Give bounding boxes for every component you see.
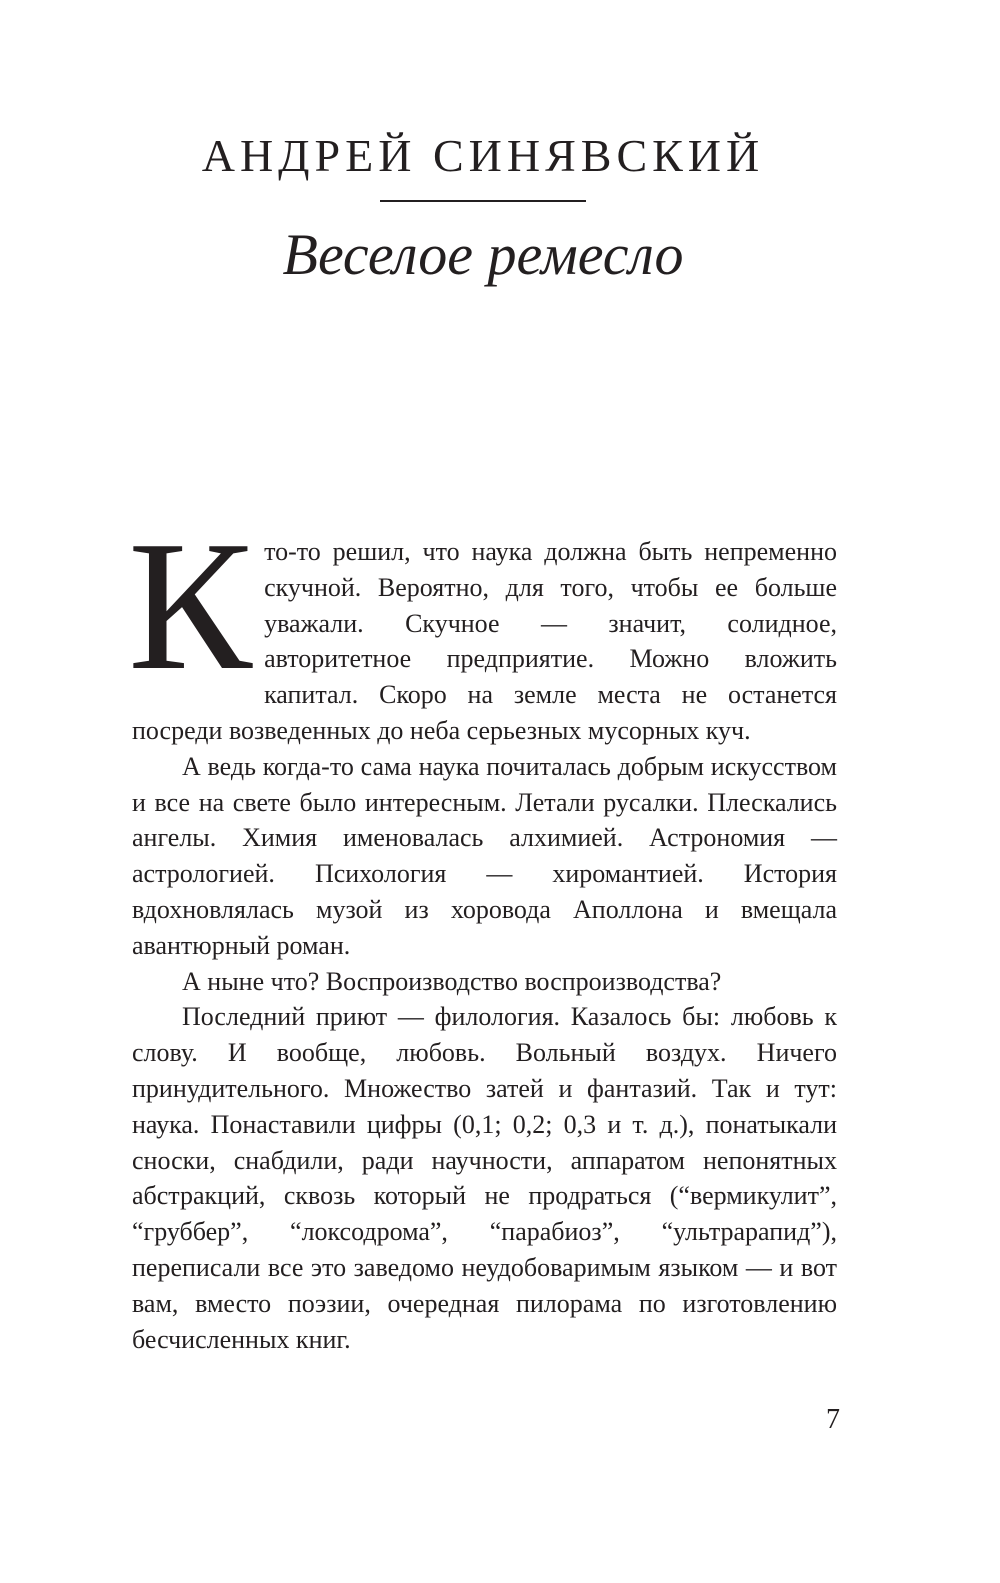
page-number: 7 xyxy=(826,1404,840,1435)
drop-cap: К xyxy=(128,503,253,709)
essay-title: Веселое ремесло xyxy=(282,222,684,287)
paragraph-3: А ныне что? Воспроизводство воспроизводства? xyxy=(182,966,722,996)
title-divider xyxy=(380,200,586,202)
paragraph-2: А ведь когда-то сама наука почиталась добрым искусством и все на свете было интересным. Летали русалки. Плескались ангелы. Химия именовалась алхимией. Астрономия — астрологией. Психология — хиромантией. История вдохновлялась музой из хоровода Аполлона и вмещала авантюрный роман. xyxy=(132,751,837,960)
paragraph-1-text: то-то решил, что наука должна быть непременно скучной. Вероятно, для того, чтобы ее больше уважали. Скучное — значит, солидное, авторитетное предприятие. Можно вложить капитал. Скоро на земле места не останется посреди возведенных до неба серьезных мусорных куч. xyxy=(132,537,837,745)
paragraph-4: Последний приют — филология. Казалось бы: любовь к слову. И вообще, любовь. Вольный воздух. Ничего принудительного. Множество затей и фантазий. Так и тут: наука. Понаставили цифры (0,1; 0,2; 0,3 и т. д.), понатыкали сноски, снабдили, ради научности, аппаратом непонятных абстракций, сквозь который не продраться (“вермикулит”, “груббер”, “локсодрома”, “парабиоз”, “ультрарапид”), переписали все это заведомо неудобоваримым языком — и вот вам, вместо поэзии, очередная пилорама по изготовлению бесчисленных книг. xyxy=(132,1002,837,1354)
essay-body xyxy=(128,503,837,1357)
paragraph-1 xyxy=(128,503,837,749)
author-name: АНДРЕЙ СИНЯВСКИЙ xyxy=(201,130,765,181)
